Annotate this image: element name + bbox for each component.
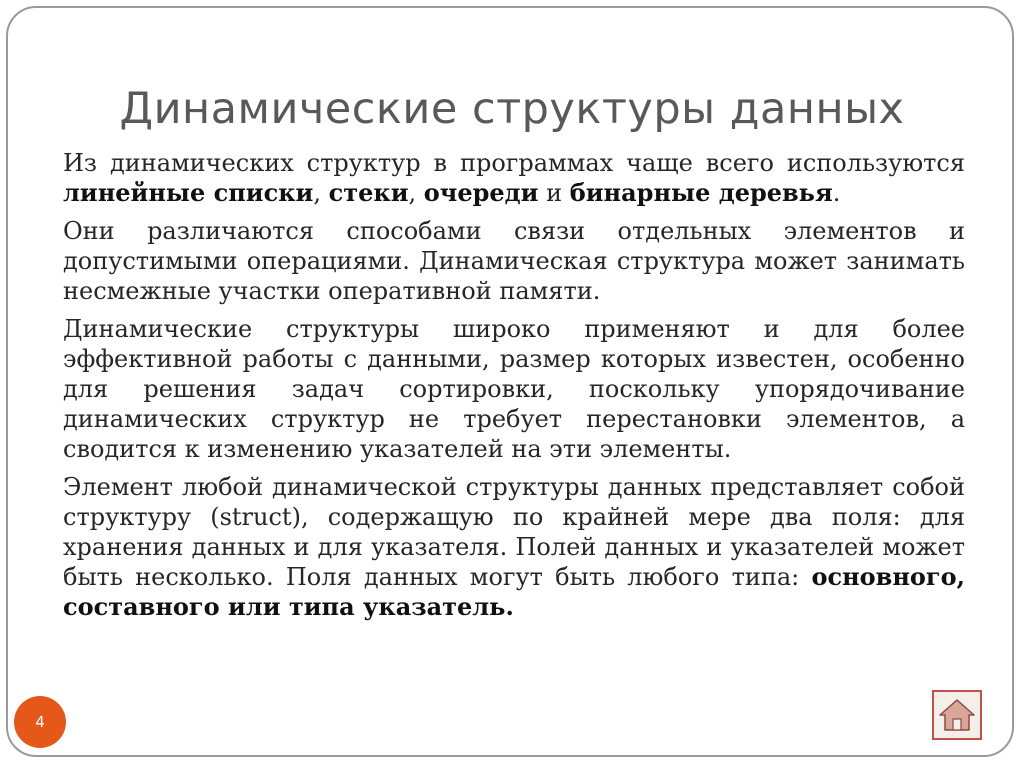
paragraph-4-run-2: основного, составного или типа указатель. xyxy=(63,562,965,621)
paragraph-1-run-4: стеки xyxy=(328,178,409,207)
paragraph-1-run-9: . xyxy=(832,179,841,207)
paragraph-1-run-8: бинарные деревья xyxy=(569,178,833,207)
paragraph-4-run-1: Элемент любой динамической структуры данных представляет собой структуру (struct), содержащую по крайней мере два поля: для хранения данных и для указателя. Полей данных и указателей может быть несколько. Поля данных могут быть любого типа: xyxy=(63,473,965,591)
paragraph-1-run-7: и xyxy=(538,179,570,207)
paragraph-3-run-1: Динамические структуры широко применяют и для более эффективной работы с данными, размер которых известен, особенно для решения задач сортировки, поскольку упорядочивание динамических структур не требует перестановки элементов, а сводится к изменению указателей на эти элементы. xyxy=(63,315,965,463)
paragraph-2 xyxy=(63,216,965,306)
paragraph-1-run-1: Из динамических структур в программах чаще всего используются xyxy=(63,149,965,177)
paragraph-4 xyxy=(63,472,965,622)
paragraph-2-run-1: Они различаются способами связи отдельных элементов и допустимыми операциями. Динамическая структура может занимать несмежные участки оперативной памяти. xyxy=(63,217,965,305)
paragraph-1 xyxy=(63,148,965,208)
paragraph-1-run-6: очереди xyxy=(423,178,539,207)
home-button[interactable] xyxy=(932,690,982,740)
paragraph-1-run-5: , xyxy=(408,179,424,207)
paragraph-1-run-2: линейные списки xyxy=(63,178,314,207)
paragraph-1-run-3: , xyxy=(313,179,329,207)
slide-title: Динамические структуры данных xyxy=(119,84,905,134)
page-number-badge: 4 xyxy=(14,696,66,748)
home-icon xyxy=(938,697,976,733)
paragraph-3 xyxy=(63,314,965,464)
slide-body xyxy=(63,148,965,630)
